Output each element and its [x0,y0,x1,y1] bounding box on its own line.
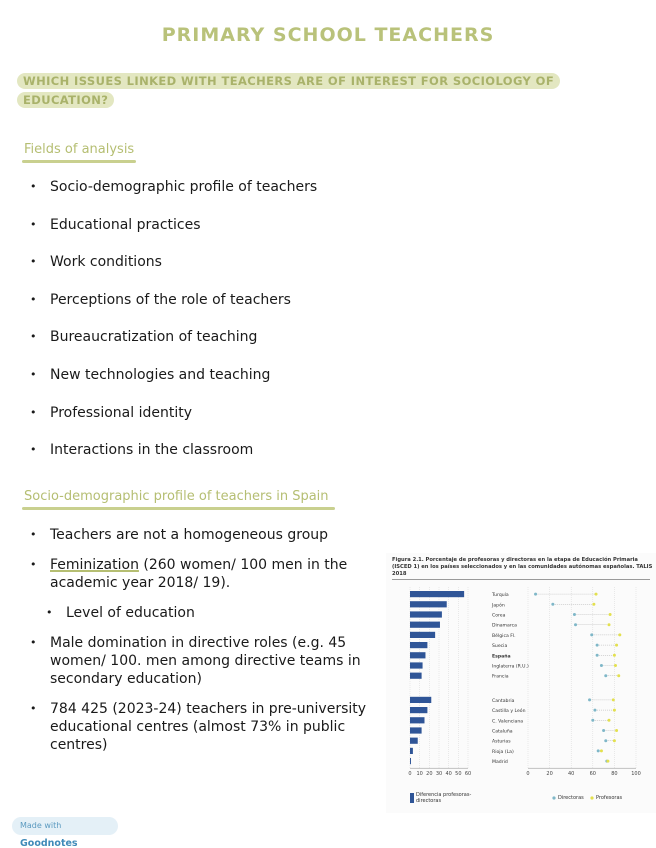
key-question [17,72,592,110]
bar [410,748,413,754]
tick-label-right: 40 [568,771,575,778]
legend-bar-label: Diferencia profesoras-directoras [416,792,472,804]
category-label: Asturias [492,739,511,745]
list-item [30,556,375,592]
bar [410,652,425,658]
profesoras-point [612,698,615,701]
legend-profesoras-label: Profesoras [596,795,623,801]
profesoras-point [613,739,616,742]
category-label: Japón [492,603,505,609]
directoras-point [573,613,576,616]
category-label: C. Valenciana [492,719,524,725]
page-title: PRIMARY SCHOOL TEACHERS [161,24,495,46]
tick-label-right: 0 [526,771,530,778]
list-item: • Bureaucratization of teaching [30,328,430,346]
bar [410,601,447,607]
profesoras-point [615,729,618,732]
tick-label-left: 10 [416,771,423,778]
directoras-point [604,739,607,742]
category-label: Inglaterra (R.U.) [492,664,529,670]
profesoras-point [614,664,617,667]
tick-label-right: 80 [611,771,618,778]
list-item: • 784 425 (2023-24) teachers in pre-university educational centres (almost 73% in public centres) [30,700,375,754]
list-item: • Teachers are not a homogeneous group [30,526,375,544]
directoras-point [602,729,605,732]
bar [410,662,423,668]
bar [410,717,425,723]
legend-directoras-label: Directoras [558,795,584,801]
talis-figure [386,553,656,813]
chart-svg [386,553,656,813]
list-item: • Professional identity [30,404,430,422]
profesoras-point [600,749,603,752]
legend-directoras-swatch [552,796,555,799]
bar [410,622,440,628]
directoras-point [590,633,593,636]
fields-list [30,178,430,479]
tick-label-left: 50 [455,771,462,778]
profesoras-point [606,760,609,763]
directoras-point [591,719,594,722]
directoras-point [597,749,600,752]
directoras-point [596,644,599,647]
tick-label-right: 60 [589,771,596,778]
profesoras-point [608,623,611,626]
bar [410,697,431,703]
directoras-point [600,664,603,667]
category-label: Dinamarca [492,623,517,629]
list-item: • Socio-demographic profile of teachers [30,178,430,196]
list-item: • Educational practices [30,216,430,234]
list-item: • Interactions in the classroom [30,441,430,459]
bar [410,632,435,638]
bar [410,758,411,764]
list-item: • Level of education [46,604,375,622]
key-question-text: WHICH ISSUES LINKED WITH TEACHERS ARE OF INTEREST FOR SOCIOLOGY OF EDUCATION? [17,73,560,108]
bar [410,707,427,713]
profesoras-point [613,654,616,657]
category-label: España [492,654,511,660]
legend-bar-swatch [410,793,414,803]
figure-caption: Figura 2.1. Porcentaje de profesoras y directoras en la etapa de Educación Primaria (ISCED 1) en los países seleccionados y en las comunidades autónomas españolas. TALIS 2018 [392,557,653,577]
profesoras-point [615,644,618,647]
profesoras-point [592,603,595,606]
profesoras-point [613,709,616,712]
tick-label-left: 20 [426,771,433,778]
tick-label-left: 30 [435,771,443,778]
directoras-point [588,698,591,701]
category-label: Castilla y León [492,709,526,715]
spain-heading: Socio-demographic profile of teachers in Spain [24,489,329,504]
feminization-term: Feminization [50,557,139,573]
directoras-point [596,654,599,657]
list-item: • Work conditions [30,253,430,271]
directoras-point [534,593,537,596]
directoras-point [604,674,607,677]
bar [410,673,422,679]
fields-heading: Fields of analysis [24,142,135,157]
goodnotes-badge[interactable]: Made with Goodnotes [12,817,118,835]
category-label: Cantabria [492,698,515,704]
category-label: Suecia [492,644,508,650]
profesoras-point [608,719,611,722]
legend-profesoras-swatch [590,796,593,799]
category-label: Rioja (La) [492,749,514,755]
list-item: • Male domination in directive roles (e.g. 45 women/ 100. men among directive teams in secondary education) [30,634,375,688]
category-label: Cataluña [492,729,513,735]
profesoras-point [618,633,621,636]
tick-label-left: 40 [445,771,452,778]
tick-label-left: 0 [408,771,412,778]
bar [410,727,422,733]
tick-label-left: 60 [464,771,472,778]
list-item: • New technologies and teaching [30,366,430,384]
category-label: Francia [492,674,509,680]
spain-list [30,526,375,766]
bar [410,611,442,617]
bar [410,738,418,744]
profesoras-point [595,593,598,596]
category-label: Bélgica Fl. [492,633,516,639]
category-label: Turquía [492,593,509,599]
bar [410,642,427,648]
tick-label-right: 100 [631,771,641,778]
tick-label-right: 20 [546,771,553,778]
list-item: • Perceptions of the role of teachers [30,291,430,309]
profesoras-point [609,613,612,616]
directoras-point [574,623,577,626]
category-label: Madrid [492,760,508,766]
bar [410,591,464,597]
category-label: Corea [492,613,506,619]
directoras-point [593,709,596,712]
profesoras-point [617,674,620,677]
directoras-point [551,603,554,606]
feminization-detail: (260 women/ 100 men in the academic year 2018/ 19). [50,557,348,591]
